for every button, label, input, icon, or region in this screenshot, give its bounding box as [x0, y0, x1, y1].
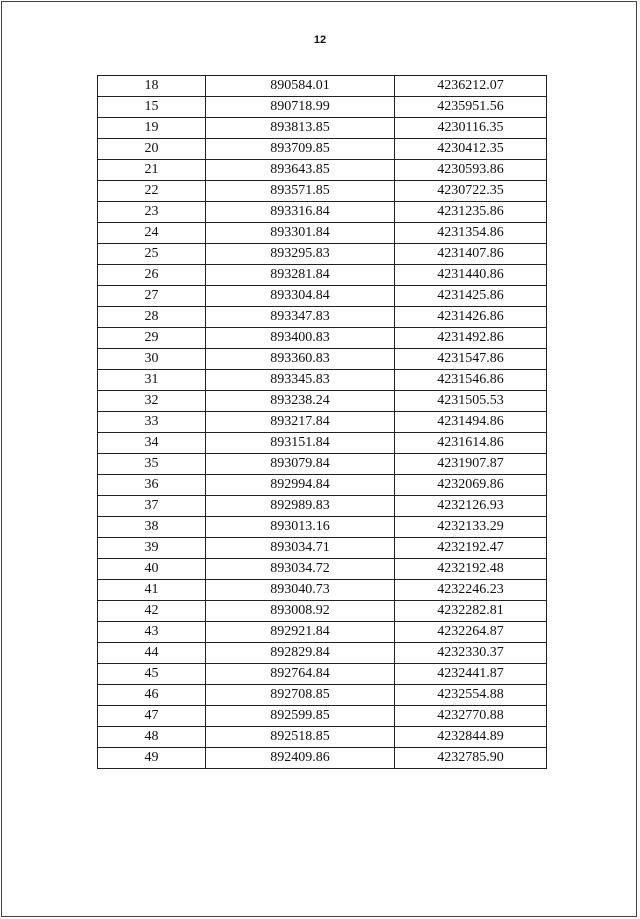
table-row: [98, 370, 547, 391]
table-row: [98, 202, 547, 223]
point-number-cell: 41: [98, 580, 206, 601]
point-number-cell: 23: [98, 202, 206, 223]
table-row: [98, 160, 547, 181]
x-coordinate-cell: 893013.16: [206, 517, 395, 538]
table-row: [98, 349, 547, 370]
point-number-cell: 35: [98, 454, 206, 475]
x-coordinate-cell: 892921.84: [206, 622, 395, 643]
point-number-cell: 43: [98, 622, 206, 643]
y-coordinate-cell: 4231546.86: [395, 370, 547, 391]
point-number-cell: 46: [98, 685, 206, 706]
point-number-cell: 31: [98, 370, 206, 391]
x-coordinate-cell: 890584.01: [206, 76, 395, 97]
x-coordinate-cell: 893347.83: [206, 307, 395, 328]
table-row: [98, 643, 547, 664]
x-coordinate-cell: 893151.84: [206, 433, 395, 454]
x-coordinate-cell: 893034.71: [206, 538, 395, 559]
point-number-cell: 30: [98, 349, 206, 370]
table-row: [98, 454, 547, 475]
x-coordinate-cell: 893281.84: [206, 265, 395, 286]
table-row: [98, 538, 547, 559]
y-coordinate-cell: 4232330.37: [395, 643, 547, 664]
table-row: [98, 664, 547, 685]
point-number-cell: 34: [98, 433, 206, 454]
y-coordinate-cell: 4232282.81: [395, 601, 547, 622]
table-row: [98, 496, 547, 517]
table-row: [98, 748, 547, 769]
y-coordinate-cell: 4231426.86: [395, 307, 547, 328]
point-number-cell: 24: [98, 223, 206, 244]
y-coordinate-cell: 4231407.86: [395, 244, 547, 265]
y-coordinate-cell: 4230116.35: [395, 118, 547, 139]
point-number-cell: 38: [98, 517, 206, 538]
y-coordinate-cell: 4230722.35: [395, 181, 547, 202]
table-row: [98, 139, 547, 160]
y-coordinate-cell: 4232126.93: [395, 496, 547, 517]
x-coordinate-cell: 892599.85: [206, 706, 395, 727]
x-coordinate-cell: 892829.84: [206, 643, 395, 664]
table-row: [98, 328, 547, 349]
x-coordinate-cell: 892764.84: [206, 664, 395, 685]
table-row: [98, 433, 547, 454]
table-row: [98, 181, 547, 202]
y-coordinate-cell: 4231235.86: [395, 202, 547, 223]
y-coordinate-cell: 4231425.86: [395, 286, 547, 307]
point-number-cell: 45: [98, 664, 206, 685]
table-row: [98, 580, 547, 601]
x-coordinate-cell: 893304.84: [206, 286, 395, 307]
table-row: [98, 118, 547, 139]
point-number-cell: 49: [98, 748, 206, 769]
y-coordinate-cell: 4231492.86: [395, 328, 547, 349]
point-number-cell: 44: [98, 643, 206, 664]
y-coordinate-cell: 4232192.47: [395, 538, 547, 559]
x-coordinate-cell: 893345.83: [206, 370, 395, 391]
point-number-cell: 18: [98, 76, 206, 97]
coordinates-table: [97, 75, 547, 769]
x-coordinate-cell: 892994.84: [206, 475, 395, 496]
point-number-cell: 28: [98, 307, 206, 328]
point-number-cell: 21: [98, 160, 206, 181]
point-number-cell: 40: [98, 559, 206, 580]
x-coordinate-cell: 893709.85: [206, 139, 395, 160]
table-row: [98, 517, 547, 538]
x-coordinate-cell: 893217.84: [206, 412, 395, 433]
x-coordinate-cell: 893008.92: [206, 601, 395, 622]
table-row: [98, 391, 547, 412]
y-coordinate-cell: 4230412.35: [395, 139, 547, 160]
x-coordinate-cell: 893238.24: [206, 391, 395, 412]
table-row: [98, 475, 547, 496]
y-coordinate-cell: 4232069.86: [395, 475, 547, 496]
x-coordinate-cell: 893040.73: [206, 580, 395, 601]
table-row: [98, 286, 547, 307]
x-coordinate-cell: 893360.83: [206, 349, 395, 370]
x-coordinate-cell: 892708.85: [206, 685, 395, 706]
table-row: [98, 727, 547, 748]
y-coordinate-cell: 4235951.56: [395, 97, 547, 118]
point-number-cell: 29: [98, 328, 206, 349]
x-coordinate-cell: 893400.83: [206, 328, 395, 349]
y-coordinate-cell: 4232264.87: [395, 622, 547, 643]
point-number-cell: 22: [98, 181, 206, 202]
point-number-cell: 26: [98, 265, 206, 286]
y-coordinate-cell: 4232785.90: [395, 748, 547, 769]
y-coordinate-cell: 4230593.86: [395, 160, 547, 181]
y-coordinate-cell: 4232133.29: [395, 517, 547, 538]
point-number-cell: 39: [98, 538, 206, 559]
y-coordinate-cell: 4232192.48: [395, 559, 547, 580]
y-coordinate-cell: 4232844.89: [395, 727, 547, 748]
x-coordinate-cell: 892409.86: [206, 748, 395, 769]
point-number-cell: 42: [98, 601, 206, 622]
y-coordinate-cell: 4232554.88: [395, 685, 547, 706]
point-number-cell: 20: [98, 139, 206, 160]
point-number-cell: 47: [98, 706, 206, 727]
page-number: 12: [313, 34, 327, 46]
x-coordinate-cell: 893571.85: [206, 181, 395, 202]
x-coordinate-cell: 893301.84: [206, 223, 395, 244]
y-coordinate-cell: 4231547.86: [395, 349, 547, 370]
point-number-cell: 36: [98, 475, 206, 496]
coordinates-table-body: [98, 76, 547, 769]
table-row: [98, 559, 547, 580]
point-number-cell: 19: [98, 118, 206, 139]
x-coordinate-cell: 893079.84: [206, 454, 395, 475]
x-coordinate-cell: 893643.85: [206, 160, 395, 181]
y-coordinate-cell: 4236212.07: [395, 76, 547, 97]
x-coordinate-cell: 892989.83: [206, 496, 395, 517]
table-row: [98, 412, 547, 433]
y-coordinate-cell: 4231907.87: [395, 454, 547, 475]
point-number-cell: 48: [98, 727, 206, 748]
y-coordinate-cell: 4232441.87: [395, 664, 547, 685]
point-number-cell: 33: [98, 412, 206, 433]
x-coordinate-cell: 893034.72: [206, 559, 395, 580]
x-coordinate-cell: 893813.85: [206, 118, 395, 139]
y-coordinate-cell: 4231505.53: [395, 391, 547, 412]
table-row: [98, 97, 547, 118]
table-row: [98, 223, 547, 244]
table-row: [98, 601, 547, 622]
point-number-cell: 15: [98, 97, 206, 118]
y-coordinate-cell: 4231354.86: [395, 223, 547, 244]
y-coordinate-cell: 4231614.86: [395, 433, 547, 454]
y-coordinate-cell: 4232246.23: [395, 580, 547, 601]
point-number-cell: 25: [98, 244, 206, 265]
point-number-cell: 32: [98, 391, 206, 412]
x-coordinate-cell: 890718.99: [206, 97, 395, 118]
table-row: [98, 307, 547, 328]
y-coordinate-cell: 4232770.88: [395, 706, 547, 727]
point-number-cell: 37: [98, 496, 206, 517]
x-coordinate-cell: 892518.85: [206, 727, 395, 748]
x-coordinate-cell: 893316.84: [206, 202, 395, 223]
y-coordinate-cell: 4231494.86: [395, 412, 547, 433]
table-row: [98, 244, 547, 265]
x-coordinate-cell: 893295.83: [206, 244, 395, 265]
table-row: [98, 685, 547, 706]
table-row: [98, 76, 547, 97]
table-row: [98, 622, 547, 643]
y-coordinate-cell: 4231440.86: [395, 265, 547, 286]
point-number-cell: 27: [98, 286, 206, 307]
table-row: [98, 265, 547, 286]
table-row: [98, 706, 547, 727]
